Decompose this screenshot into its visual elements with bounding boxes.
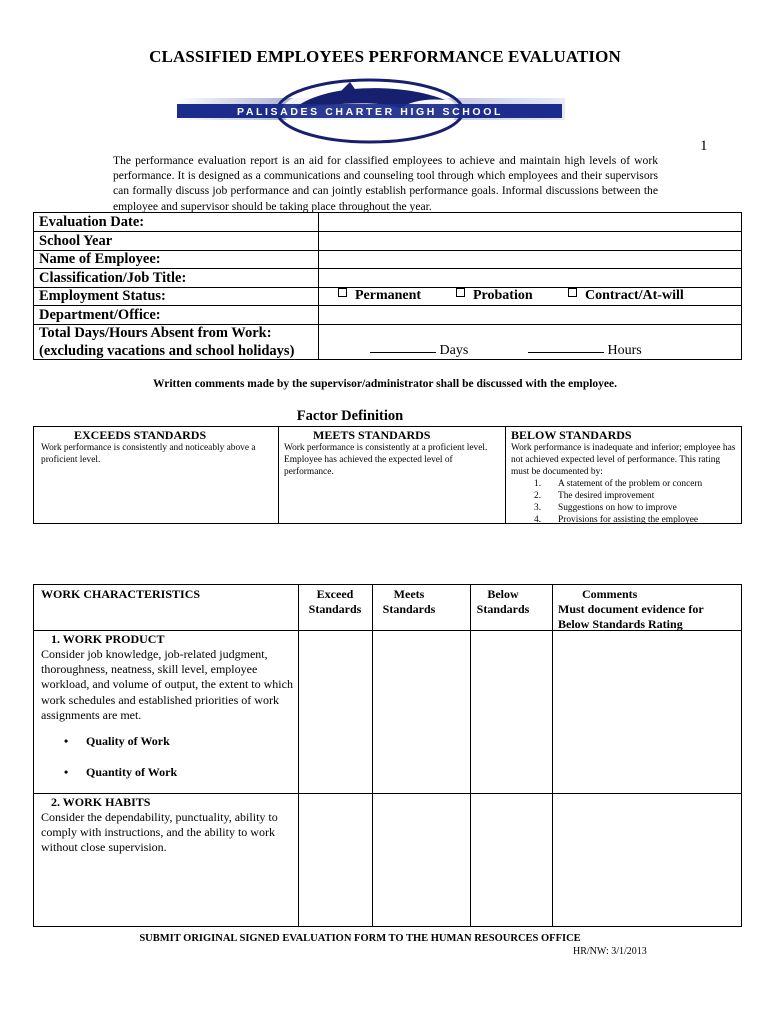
evaluation-date-label: Evaluation Date: — [39, 214, 145, 230]
contract-at-will-checkbox[interactable]: Contract/At-will — [568, 288, 684, 304]
employee-info-table — [33, 212, 742, 360]
submit-instructions: SUBMIT ORIGINAL SIGNED EVALUATION FORM TO THE HUMAN RESOURCES OFFICE — [139, 933, 581, 944]
meets-standards-header: Meets Standards — [382, 587, 436, 616]
comments-header: Comments Must document evidence for Below Standards Rating — [558, 587, 704, 631]
employee-name-label: Name of Employee: — [39, 251, 161, 267]
work-habits-text: Consider the dependability, punctuality, ability to comply with instructions, and the ability to work without close supervision. — [41, 810, 278, 855]
list-item: 2. The desired improvement — [534, 491, 655, 501]
classification-label: Classification/Job Title: — [39, 270, 187, 286]
meets-standards-heading: MEETS STANDARDS — [313, 428, 431, 442]
work-characteristics-table — [33, 584, 742, 927]
permanent-checkbox[interactable]: Permanent — [338, 288, 421, 304]
page-title: CLASSIFIED EMPLOYEES PERFORMANCE EVALUATION — [149, 47, 621, 66]
checkbox-icon — [338, 288, 347, 297]
factor-definition-title: Factor Definition — [296, 408, 404, 424]
school-year-label: School Year — [39, 233, 113, 249]
below-standards-list — [534, 478, 739, 526]
school-logo — [175, 78, 565, 144]
below-standards-heading: BELOW STANDARDS — [511, 428, 632, 442]
factor-definition-table — [33, 426, 742, 524]
revision-code: HR/NW: 3/1/2013 — [573, 946, 647, 957]
work-product-heading: 1. WORK PRODUCT — [51, 632, 165, 646]
intro-paragraph: The performance evaluation report is an aid for classified employees to achieve and maintain high levels of work performance. It is designed as a communications and counseling tool through which employees and their supervisors can formally discuss job performance and can jointly establish performance goals. Informal discussions between the employee and supervisor should be taking place throughout the year. — [113, 154, 658, 213]
probation-checkbox[interactable]: Probation — [456, 288, 533, 304]
list-item: 4. Provisions for assisting the employee — [534, 515, 699, 525]
list-item: 3. Suggestions on how to improve — [534, 503, 677, 513]
below-standards-header: Below Standards — [476, 587, 530, 616]
list-item: 1. A statement of the problem or concern — [534, 479, 703, 489]
exceed-standards-header: Exceed Standards — [308, 587, 362, 616]
below-standards-text: Work performance is inadequate and inferior; employee has not achieved expected level of performance. This rating must be documented by: — [511, 443, 736, 477]
employment-status-label: Employment Status: — [39, 288, 166, 304]
work-habits-heading: 2. WORK HABITS — [51, 795, 151, 809]
written-comments-note: Written comments made by the supervisor/administrator shall be discussed with the employee. — [152, 378, 618, 390]
department-label: Department/Office: — [39, 307, 161, 323]
logo-text: PALISADES CHARTER HIGH SCHOOL — [237, 106, 503, 118]
quantity-of-work-item: • Quantity of Work — [64, 765, 178, 779]
checkbox-icon — [568, 288, 577, 297]
exceeds-standards-text: Work performance is consistently and noticeably above a proficient level. — [41, 443, 256, 465]
days-field[interactable]: Days — [370, 343, 468, 359]
absent-sublabel: (excluding vacations and school holidays) — [39, 343, 295, 359]
absent-label: Total Days/Hours Absent from Work: — [39, 325, 272, 341]
work-characteristics-header: WORK CHARACTERISTICS — [41, 587, 201, 601]
checkbox-icon — [456, 288, 465, 297]
meets-standards-text: Work performance is consistently at a proficient level. Employee has achieved the expected level of performance. — [284, 443, 488, 477]
quality-of-work-item: • Quality of Work — [64, 734, 170, 748]
work-product-text: Consider job knowledge, job-related judgment, thoroughness, neatness, skill level, employee workload, and volume of output, the extent to which work schedules and established priorities of work assignments are met. — [41, 647, 293, 722]
exceeds-standards-heading: EXCEEDS STANDARDS — [74, 428, 207, 442]
page-number: 1 — [700, 138, 708, 154]
hours-field[interactable]: Hours — [528, 343, 642, 359]
